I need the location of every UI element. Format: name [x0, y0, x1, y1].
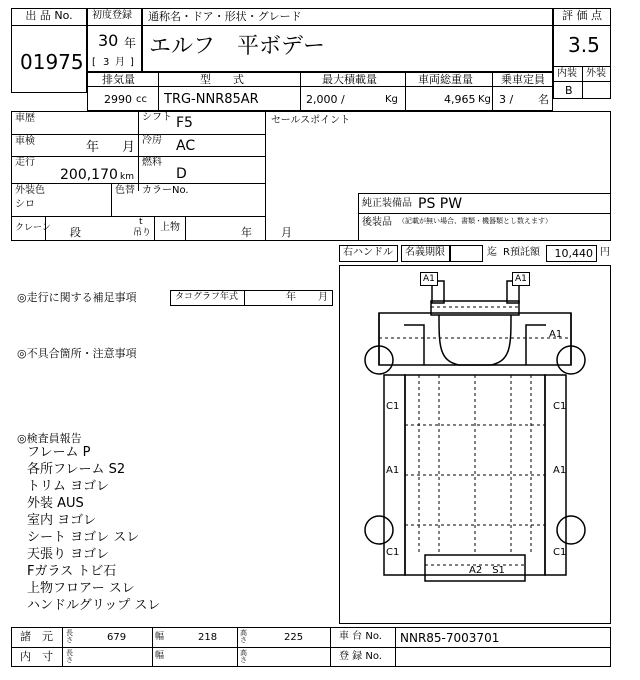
car-name: エルフ 平ボデー: [149, 34, 326, 59]
gross-weight-unit: Kg: [478, 94, 491, 105]
recycle-value: 10,440: [554, 247, 593, 260]
month-bracket-close: ]: [130, 57, 134, 68]
damage-mark: C1: [386, 547, 400, 558]
defects-label: ◎不具合箇所・注意事項: [17, 347, 137, 360]
handle-position: 右ハンドル: [343, 247, 393, 258]
inspector-item: 天張り ヨゴレ: [27, 547, 110, 562]
upper-month-unit: 月: [281, 226, 292, 239]
width-value: 218: [198, 632, 218, 643]
inspector-item: フレーム P: [27, 445, 91, 460]
color-label: 外装色: [15, 185, 45, 196]
history-label: 車歴: [15, 113, 35, 124]
inspector-item: シート ヨゴレ スレ: [27, 530, 140, 545]
shift-label: シフト: [142, 112, 172, 123]
length-label: 長さ: [66, 629, 73, 644]
mileage-value: 200,170: [60, 167, 118, 183]
genuine-equipment-value: PS PW: [418, 196, 463, 212]
tacho-month-unit: 月: [318, 292, 328, 303]
crane-label: クレーン: [15, 223, 51, 233]
until-label: 迄: [487, 247, 497, 258]
fuel-value: D: [176, 166, 187, 182]
lot-number: 01975: [20, 50, 84, 74]
month-bracket-open: [: [92, 57, 96, 68]
sales-point-label: セールスポイント: [271, 115, 351, 126]
inspector-item: 室内 ヨゴレ: [27, 513, 97, 528]
interior-grade: B: [565, 84, 573, 97]
aftermarket-label: 後装品: [362, 217, 392, 228]
inspector-item: 各所フレーム S2: [27, 462, 126, 477]
width-label: 幅: [155, 632, 165, 642]
max-load-unit: Kg: [385, 94, 398, 105]
gross-weight-label: 車両総重量: [418, 73, 473, 86]
damage-mark: A1: [386, 465, 400, 476]
recycle-label: R預託額: [503, 247, 540, 258]
name-change-label: 名義期限: [405, 247, 445, 258]
gross-weight-value: 4,965: [444, 93, 476, 106]
damage-mark: A1: [420, 272, 438, 286]
inspector-item: トリム ヨゴレ: [27, 479, 110, 494]
fuel-label: 燃料: [142, 157, 162, 168]
displacement-label: 排気量: [102, 73, 135, 86]
interior-grade-label: 内装: [557, 68, 577, 79]
name-label: 通称名・ドア・形状・グレード: [148, 10, 302, 23]
upper-body-label: 上物: [160, 222, 180, 233]
capacity-label: 乗車定員: [501, 73, 545, 86]
score-value: 3.5: [568, 33, 600, 57]
color-code-label: カラーNo.: [142, 185, 189, 196]
inspection-year-unit: 年: [86, 140, 100, 155]
name-change-value: [450, 245, 483, 262]
model-value: TRG-NNR85AR: [164, 92, 259, 107]
lot-label: 出 品 No.: [25, 9, 73, 22]
interior-height-label: 高さ: [240, 649, 247, 664]
interior-width-label: 幅: [155, 651, 165, 661]
max-load-label: 最大積載量: [322, 73, 377, 86]
exterior-grade-label: 外装: [586, 68, 606, 79]
displacement-unit: cc: [136, 94, 147, 105]
model-label: 型 式: [200, 73, 244, 86]
month-unit: 月: [115, 57, 125, 68]
displacement-value: 2990: [104, 93, 132, 106]
inspector-item: 外装 AUS: [27, 496, 84, 511]
crane-ton-unit: t: [139, 217, 143, 227]
tacho-label: タコグラフ年式: [175, 292, 239, 302]
inspector-report-label: ◎検査員報告: [17, 432, 82, 445]
interior-length-label: 長さ: [66, 649, 73, 664]
crane-hoist-label: 吊り: [133, 228, 152, 238]
inspector-item: Fガラス トビ石: [27, 564, 117, 579]
mileage-label: 走行: [15, 157, 35, 168]
damage-mark: A2 S1: [469, 565, 505, 576]
crane-stage-unit: 段: [70, 226, 81, 239]
height-value: 225: [284, 632, 304, 643]
ac-label: 冷房: [142, 135, 162, 146]
genuine-equipment-label: 純正装備品: [362, 198, 412, 209]
interior-dims-label: 内 寸: [20, 650, 53, 663]
height-label: 高さ: [240, 629, 247, 644]
first-reg-label: 初度登録: [92, 10, 132, 21]
damage-mark: C1: [553, 547, 567, 558]
inspection-label: 車検: [15, 136, 35, 147]
damage-mark: A1: [549, 329, 563, 340]
ac-value: AC: [176, 138, 196, 154]
score-label: 評 価 点: [562, 9, 602, 22]
inspector-item: 上物フロアー スレ: [27, 581, 135, 596]
registration-label: 登 録 No.: [339, 651, 382, 662]
year-unit: 年: [124, 36, 137, 50]
first-reg-month: 3: [103, 57, 110, 68]
aftermarket-note: （記載が無い場合、書類・機器類とし数えます）: [398, 217, 552, 225]
first-reg-year: 30: [98, 31, 119, 50]
shift-value: F5: [176, 115, 193, 131]
color-value: シロ: [15, 199, 35, 210]
inspection-month-unit: 月: [122, 140, 136, 155]
chassis-number: NNR85-7003701: [400, 631, 500, 645]
capacity-unit: 名: [538, 93, 549, 106]
recycle-unit: 円: [600, 247, 610, 258]
inspector-item: ハンドルグリップ スレ: [27, 598, 161, 613]
damage-mark: C1: [386, 401, 400, 412]
length-value: 679: [107, 632, 127, 643]
max-load-value: 2,000 /: [306, 93, 345, 106]
tacho-year-unit: 年: [286, 292, 296, 303]
capacity-value: 3 /: [499, 93, 514, 106]
mileage-unit: km: [120, 172, 134, 182]
driving-notes-label: ◎走行に関する補足事項: [17, 291, 137, 304]
chassis-label: 車 台 No.: [339, 631, 382, 642]
damage-mark: A1: [553, 465, 567, 476]
color-change-label: 色替: [115, 185, 135, 196]
upper-year-unit: 年: [241, 226, 252, 239]
dims-label: 諸 元: [20, 630, 53, 643]
damage-mark: C1: [553, 401, 567, 412]
damage-mark: A1: [512, 272, 530, 286]
